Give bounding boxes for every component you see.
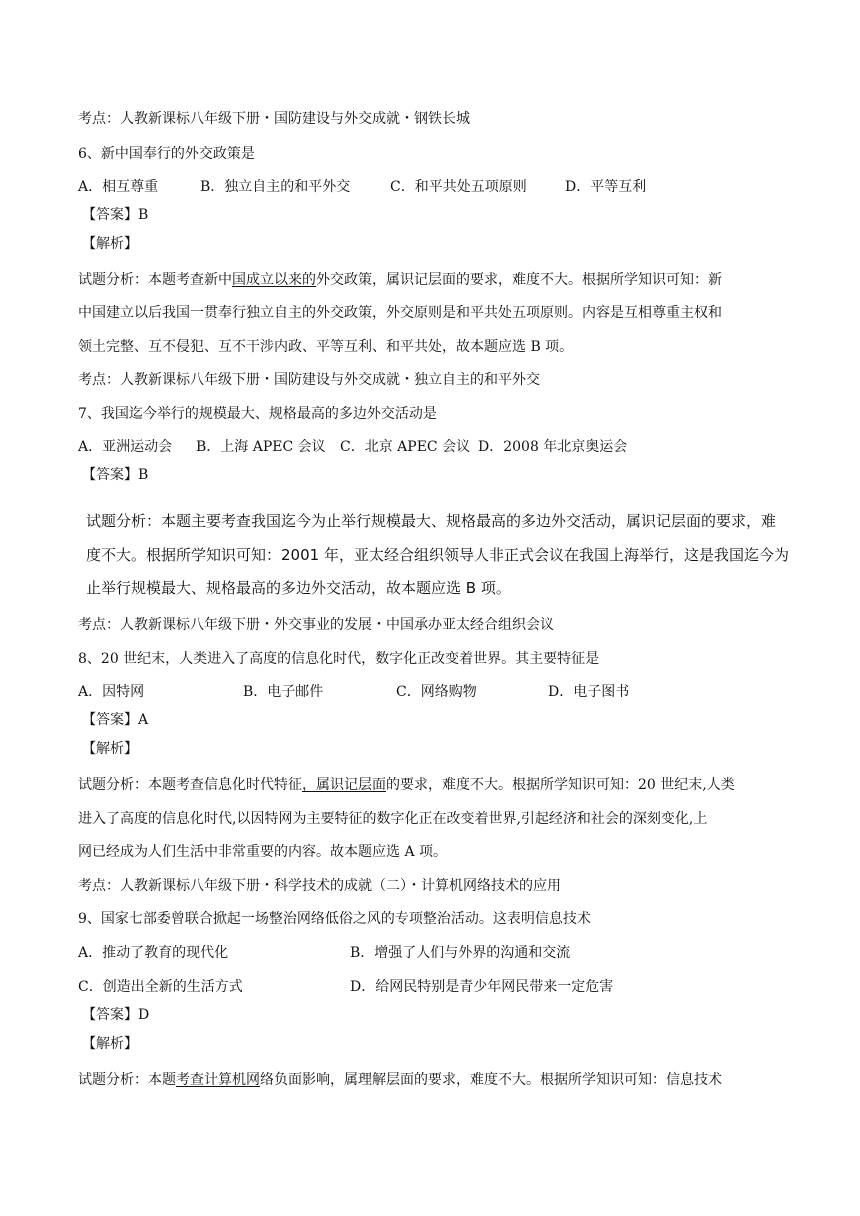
q6-answer: 【答案】B <box>82 207 149 223</box>
text-segment: 试题分析：本题考查信息化时代特征 <box>78 777 302 793</box>
q6-analysis-line-3: 领土完整、互不侵犯、互不干涉内政、平等互利、和平共处，故本题应选 B 项。 <box>78 339 574 355</box>
q7-option-c: C．北京 APEC 会议 <box>340 439 471 455</box>
q8-answer: 【答案】A <box>82 712 149 728</box>
q8-option-a: A．因特网 <box>78 684 145 700</box>
text-segment: 试题分析：本题 <box>78 1072 176 1088</box>
q8-option-d: D．电子图书 <box>548 684 630 700</box>
q6-analysis-heading: 【解析】 <box>82 236 138 252</box>
q8-analysis-line-2: 进入了高度的信息化时代,以因特网为主要特征的数字化正在改变着世界,引起经济和社会的深刻变化,上 <box>78 811 708 827</box>
q9-answer: 【答案】D <box>82 1007 150 1023</box>
question-7: 7、我国迄今举行的规模最大、规格最高的多边外交活动是 <box>78 406 437 422</box>
q6-option-b: B．独立自主的和平外交 <box>200 179 351 195</box>
q8-analysis-line-3: 网已经成为人们生活中非常重要的内容。故本题应选 A 项。 <box>78 844 448 860</box>
line-kaodian-q5: 考点：人教新课标八年级下册・国防建设与外交成就・钢铁长城 <box>78 111 470 127</box>
q7-analysis-line-2: 度不大。根据所学知识可知：2001 年，亚太经合组织领导人非正式会议在我国上海举行，这是我国迄今为 <box>86 546 789 564</box>
line-kaodian-q8: 考点：人教新课标八年级下册・科学技术的成就（二）・计算机网络技术的应用 <box>78 878 561 894</box>
q7-option-a: A．亚洲运动会 <box>78 439 173 455</box>
text-segment: 外交政策，属识记层面的要求，难度不大。根据所学知识可知：新 <box>316 272 722 288</box>
q8-option-b: B．电子邮件 <box>243 684 324 700</box>
q8-option-c: C．网络购物 <box>396 684 477 700</box>
q9-analysis-heading: 【解析】 <box>82 1036 138 1052</box>
q6-analysis-line-2: 中国建立以后我国一贯奉行独立自主的外交政策，外交原则是和平共处五项原则。内容是互相尊重主权和 <box>78 305 722 321</box>
underlined-text: 考查计算机网 <box>176 1072 260 1088</box>
q7-answer: 【答案】B <box>82 467 149 483</box>
q6-analysis-line-1 <box>78 270 722 290</box>
q6-option-a: A．相互尊重 <box>78 179 159 195</box>
q8-analysis-heading: 【解析】 <box>82 741 138 757</box>
q9-option-a: A．推动了教育的现代化 <box>78 945 229 961</box>
question-8: 8、20 世纪末，人类进入了高度的信息化时代，数字化正改变着世界。其主要特征是 <box>78 651 600 667</box>
q7-analysis-line-3: 止举行规模最大、规格最高的多边外交活动，故本题应选 B 项。 <box>86 579 511 597</box>
q7-analysis-line-1: 试题分析：本题主要考查我国迄今为止举行规模最大、规格最高的多边外交活动，属识记层面的要求，难 <box>86 512 777 530</box>
q6-option-d: D．平等互利 <box>565 179 647 195</box>
q8-analysis-line-1 <box>78 775 735 795</box>
q9-option-d: D．给网民特别是青少年网民带来一定危害 <box>350 979 614 995</box>
q9-analysis-line-1 <box>78 1070 722 1090</box>
question-9: 9、国家七部委曾联合掀起一场整治网络低俗之风的专项整治活动。这表明信息技术 <box>78 911 591 927</box>
q7-option-d: D．2008 年北京奥运会 <box>478 439 628 455</box>
text-segment: 试题分析：本题考查新中 <box>78 272 232 288</box>
q9-option-c: C．创造出全新的生活方式 <box>78 979 243 995</box>
text-segment: 络负面影响，属理解层面的要求，难度不大。根据所学知识可知：信息技术 <box>260 1072 722 1088</box>
line-kaodian-q6: 考点：人教新课标八年级下册・国防建设与外交成就・独立自主的和平外交 <box>78 372 540 388</box>
line-kaodian-q7: 考点：人教新课标八年级下册・外交事业的发展・中国承办亚太经合组织会议 <box>78 617 554 633</box>
question-6: 6、新中国奉行的外交政策是 <box>78 146 255 162</box>
underlined-text: ，属识记层面 <box>302 777 386 793</box>
q9-option-b: B．增强了人们与外界的沟通和交流 <box>350 945 571 961</box>
q7-option-b: B．上海 APEC 会议 <box>196 439 326 455</box>
q6-option-c: C．和平共处五项原则 <box>390 179 527 195</box>
underlined-text: 国成立以来的 <box>232 272 316 288</box>
text-segment: 的要求，难度不大。根据所学知识可知：20 世纪末,人类 <box>386 777 735 793</box>
